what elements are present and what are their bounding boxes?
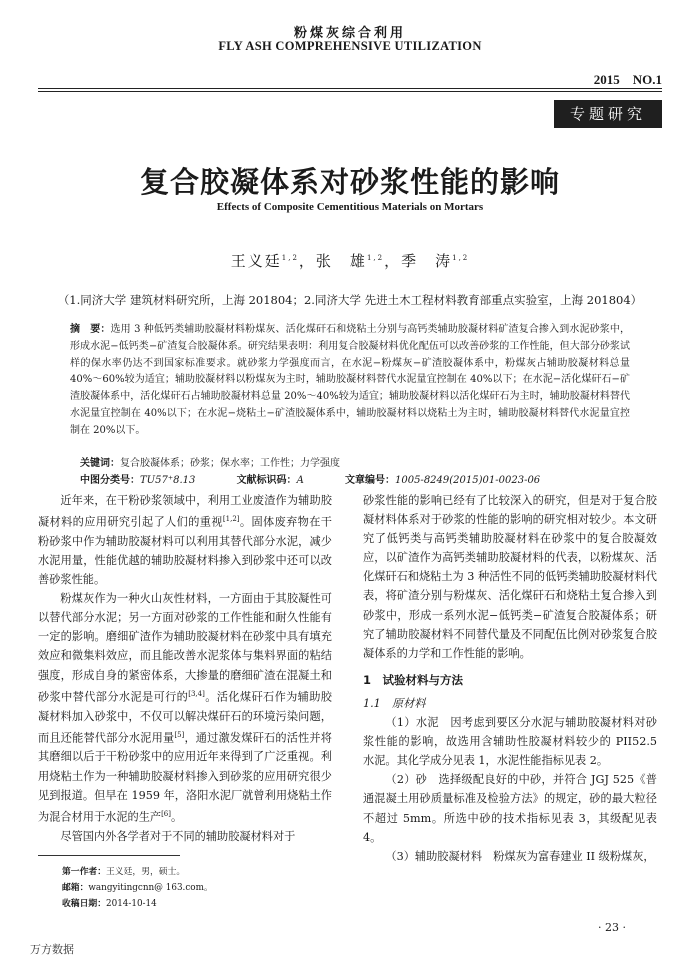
footnote [62,864,213,912]
footnote-email: 邮箱：wangyitingcnn@ 163.com。 [62,883,213,893]
citation: [1,2] [222,515,240,524]
article-title: 复合胶凝体系对砂浆性能的影响 [139,165,560,199]
paragraph: 粉煤灰作为一种火山灰性材料，一方面由于其胶凝性可以替代部分水泥；另一方面对砂浆的工作性能和耐久性能有一定的影响。磨细矿渣作为辅助胶凝材料在砂浆中具有填充效应和微集料效应，而且能改善水泥浆体与集料界面的粘结强度，形成自身的紧密体系，大掺量的磨细矿渣在混凝土和砂浆中替代部分水泥是可行的[3,4]。活化煤矸石作为辅助胶凝材料加入砂浆中，不仅可以解决煤矸石的环境污染问题，而且还能替代部分水泥用量[5]，通过激发煤矸石的活性并将其磨细以后于干粉砂浆中的应用近年来得到了广泛重视。利用烧粘土作为一种辅助胶凝材料掺入到砂浆的应用研究很少见到报道。但早在 1959 年，洛阳水泥厂就曾利用烧粘土作为混合材用于水泥的生产[6]。 [38,592,332,824]
subsection-heading: 1.1 原材料 [363,696,426,710]
citation: [5] [174,730,185,739]
paragraph: 砂浆性能的影响已经有了比较深入的研究，但是对于复合胶凝材料体系对于砂浆的性能的影响的研究相对较少。本文研究了低钙类与高钙类辅助胶凝材料在砂浆中的复合胶凝效应，以矿渣作为高钙类辅助胶凝材料的代表，以粉煤灰、活化煤矸石和烧粘土为 3 种活性不同的低钙类辅助胶凝材料代表，将矿渣分别与粉煤灰、活化煤矸石和烧粘土复合掺入到砂浆中，形成一系列水泥−低钙类−矿渣复合胶凝体系；研究了辅助胶凝材料不同替代量及不同配伍比例对砂浆复合胶凝体系的力学和工作性能的影响。 [363,494,657,660]
journal-name-cn: 粉煤灰综合利用 [293,26,406,41]
footnote-received-date: 收稿日期：2014-10-14 [62,899,157,909]
author-affiliation-mark: 1,2 [281,254,299,262]
journal-issue: 2015 NO.1 [593,72,662,87]
keywords [80,454,340,469]
keywords-label: 关键词： [80,458,120,469]
article-number: 文章编号：1005-8249(2015)01-0023-06 [344,475,541,486]
abstract-label: 摘 要： [70,324,111,335]
document-code: 文献标识码：A [236,475,304,486]
classification-line [80,471,640,486]
author-name: 季 涛 [401,252,453,270]
clc-code: 中图分类号：TU57⁺8.13 [80,475,196,486]
author-list: 王义廷$^{1,2}$，张 雄$^{1,2}$，季 涛$^{1,2}$ [230,252,470,270]
author-affiliation-mark: 1,2 [452,254,470,262]
article-title-en: Effects of Composite Cementitious Materials on Mortars [216,201,484,213]
section-heading: 1 试验材料与方法 [363,672,464,687]
footnote-author: 第一作者：王义廷，男，硕士。 [62,867,186,877]
watermark: 万方数据 [30,943,74,956]
header-rule-thin [38,91,662,92]
paragraph: （2）砂 选择级配良好的中砂，并符合 JGJ 525《普通混凝土用砂质量标准及检验方法》的规定，砂的最大粒径不超过 5mm。所选中砂的技术指标见表 3，其级配见表 4。 [363,773,657,844]
author-name: 王义廷 [230,252,282,270]
affiliations: （1.同济大学 建筑材料研究所，上海 201804；2.同济大学 先进土木工程材料教育部重点实验室，上海 201804） [57,293,643,307]
header-rule [38,88,662,89]
author-affiliation-mark: 1,2 [366,254,385,262]
paragraph: （3）辅助胶凝材料 粉煤灰为富春建业 II 级粉煤灰， [385,849,655,863]
keywords-text: 复合胶凝体系；砂浆；保水率；工作性；力学强度 [120,458,340,469]
citation: [6] [161,809,171,818]
paragraph: 尽管国内外各学者对于不同的辅助胶凝材料对于 [60,829,296,843]
paragraph: （1）水泥 因考虑到要区分水泥与辅助胶凝材料对砂浆性能的影响，故选用含辅助性胶凝材料较少的 PII52.5 水泥。其化学成分见表 1，水泥性能指标见表 2。 [363,716,657,768]
abstract [70,322,630,440]
body-column-right [363,491,657,866]
abstract-text: 选用 3 种低钙类辅助胶凝材料粉煤灰、活化煤矸石和烧粘土分别与高钙类辅助胶凝材料矿渣复合掺入到水泥砂浆中，形成水泥−低钙类−矿渣复合胶凝体系。研究结果表明：利用复合胶凝材料优化配伍可以改善砂浆的工作性能，但大部分砂浆试样的保水率仍达不到国家标准要求。就砂浆力学强度而言，在水泥−粉煤灰−矿渣胶凝体系中，粉煤灰占辅助胶凝材料总量 40%～60%较为适宜；辅助胶凝材料以粉煤灰为主时，辅助胶凝材料替代水泥量宜控制在 40%以下；在水泥−活化煤矸石−矿渣胶凝体系中，活化煤矸石占辅助胶凝材料总量 20%～40%较为适宜；辅助胶凝材料以活化煤矸石为主时，辅助胶凝材料替代水泥量宜控制在 40%以下；在水泥−烧粘土−矿渣胶凝体系中，辅助胶凝材料以烧粘土为主时，辅助胶凝材料替代水泥量宜控制在 20%以下。 [70,324,630,436]
citation: [3,4] [188,689,205,698]
body-column-left [38,491,332,846]
section-tag: 专题研究 [554,100,662,128]
footnote-rule [38,855,180,856]
paragraph: 近年来，在干粉砂浆领域中，利用工业废渣作为辅助胶凝材料的应用研究引起了人们的重视[1,2]。固体废弃物在干粉砂浆中作为辅助胶凝材料可以利用其替代部分水泥，减少水泥用量，性能优越的辅助胶凝材料掺入到砂浆中还可以改善砂浆性能。 [38,494,332,587]
journal-name-en: FLY ASH COMPREHENSIVE UTILIZATION [218,39,482,53]
author-name: 张 雄 [315,252,367,270]
page-number: · 23 · [598,921,626,934]
